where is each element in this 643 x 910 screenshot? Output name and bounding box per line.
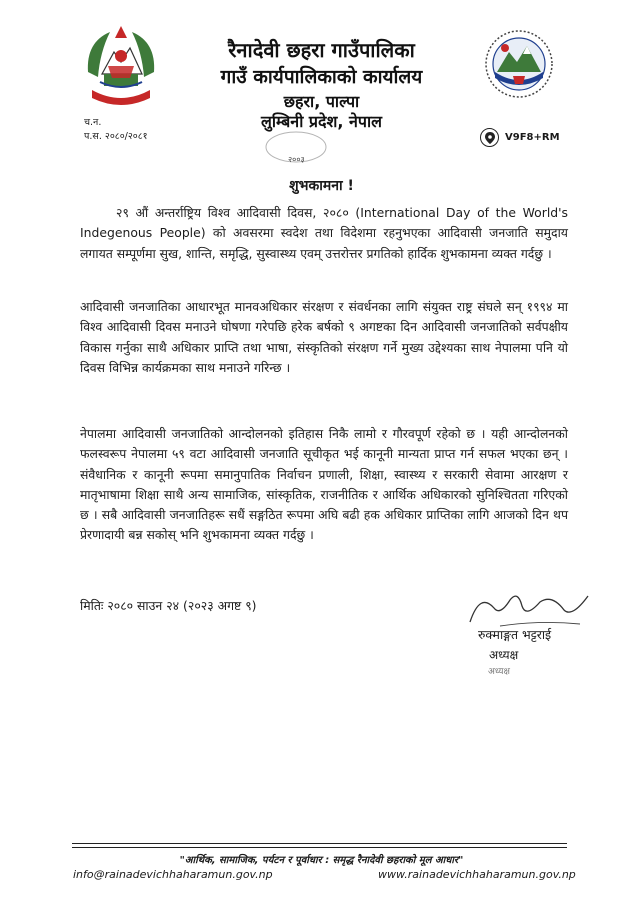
fiscal-year: प.स. २०८०/२०८१ xyxy=(84,131,148,142)
footer-divider xyxy=(72,843,567,844)
letter-title: शुभकामना ! xyxy=(289,178,354,194)
paragraph-2: आदिवासी जनजातिका आधारभूत मानवअधिकार संरक्षण र संवर्धनका लागि संयुक्त राष्ट्र संघले सन् १९९४ मा विश्व आदिवासी दिवस मनाउने घोषणा गरेपछि हरेक बर्षको ९ अगष्टका दिन आदिवासी जनजातिको सर्वपक्षीय विकास गर्नुका साथै अधिकार प्राप्ति तथा भाषा, संस्कृतिको संरक्षण गर्ने मुख्य उद्देश्यका साथ नेपालमा पनि यो दिवस विभिन्न कार्यक्रमका साथ मनाउने गरिन्छ । xyxy=(80,299,568,375)
office-location: छहरा, पाल्पा xyxy=(283,92,360,111)
dispatch-number: २००३ xyxy=(288,155,305,164)
paragraph-3: नेपालमा आदिवासी जनजातिको आन्दोलनको इतिहास निकै लामो र गौरवपूर्ण रहेको छ । यही आन्दोलनको फलस्वरूप नेपालमा ५९ वटा आदिवासी जनजाति सूचीकृत भई कानूनी मान्यता प्राप्त गर्न सफल भएका छन् । संवैधानिक र कानूनी रूपमा समानुपातिक निर्वाचन प्रणाली, शिक्षा, स्वास्थ्य र सरकारी सेवामा आरक्षण र मातृभाषामा शिक्षा साथै अन्य सामाजिक, सांस्कृतिक, राजनीतिक र आर्थिक अधिकारको सुनिश्चितता गरिएको छ । सबै आदिवासी जनजातिहरू सधैं सङ्गठित रूपमा अघि बढी हक अधिकार प्राप्तिका लागि आजको दिन थप प्रेरणादायी बन्न सकोस् भनि शुभकामना व्यक्त गर्दछु । xyxy=(80,426,568,543)
signatory-name: रुक्माङ्गत भट्टराई xyxy=(478,627,552,642)
reference-number-label: च.न. xyxy=(84,117,102,128)
office-name: गाउँ कार्यपालिकाको कार्यालय xyxy=(220,66,423,88)
footer-divider-thin xyxy=(72,847,567,848)
signatory-seal: अध्यक्ष xyxy=(488,667,510,677)
province-country: लुम्बिनी प्रदेश, नेपाल xyxy=(260,112,382,131)
plus-code-text: V9F8+RM xyxy=(505,132,560,143)
plus-code xyxy=(480,128,560,147)
municipality-name: रैनादेवी छहरा गाउँपालिका xyxy=(228,38,415,62)
paragraph-1: २९ औं अन्तर्राष्ट्रिय विश्व आदिवासी दिवस, २०८० (International Day of the World's Indegenous People) को अवसरमा स्वदेश तथा विदेशमा रहनुभएका आदिवासी जनजाति समुदाय लगायत सम्पूर्णमा सुख, शान्ति, समृद्धि, सुस्वास्थ्य एवम् उत्तरोत्तर प्रगतिको हार्दिक शुभकामना व्यक्त गर्दछु । xyxy=(80,205,568,261)
signature-icon xyxy=(460,582,600,632)
letter-date: मितिः २०८० साउन २४ (२०२३ अगष्ट ९) xyxy=(80,598,257,613)
location-pin-icon xyxy=(480,128,499,147)
signatory-title: अध्यक्ष xyxy=(489,648,519,662)
footer-motto: "आर्थिक, सामाजिक, पर्यटन र पूर्वाधार : समृद्ध रैनादेवी छहराको मूल आधार" xyxy=(179,855,464,866)
footer-website: www.rainadevichhaharamun.gov.np xyxy=(378,868,576,881)
reference-block xyxy=(84,116,148,144)
footer-email: info@rainadevichhaharamun.gov.np xyxy=(73,868,273,881)
